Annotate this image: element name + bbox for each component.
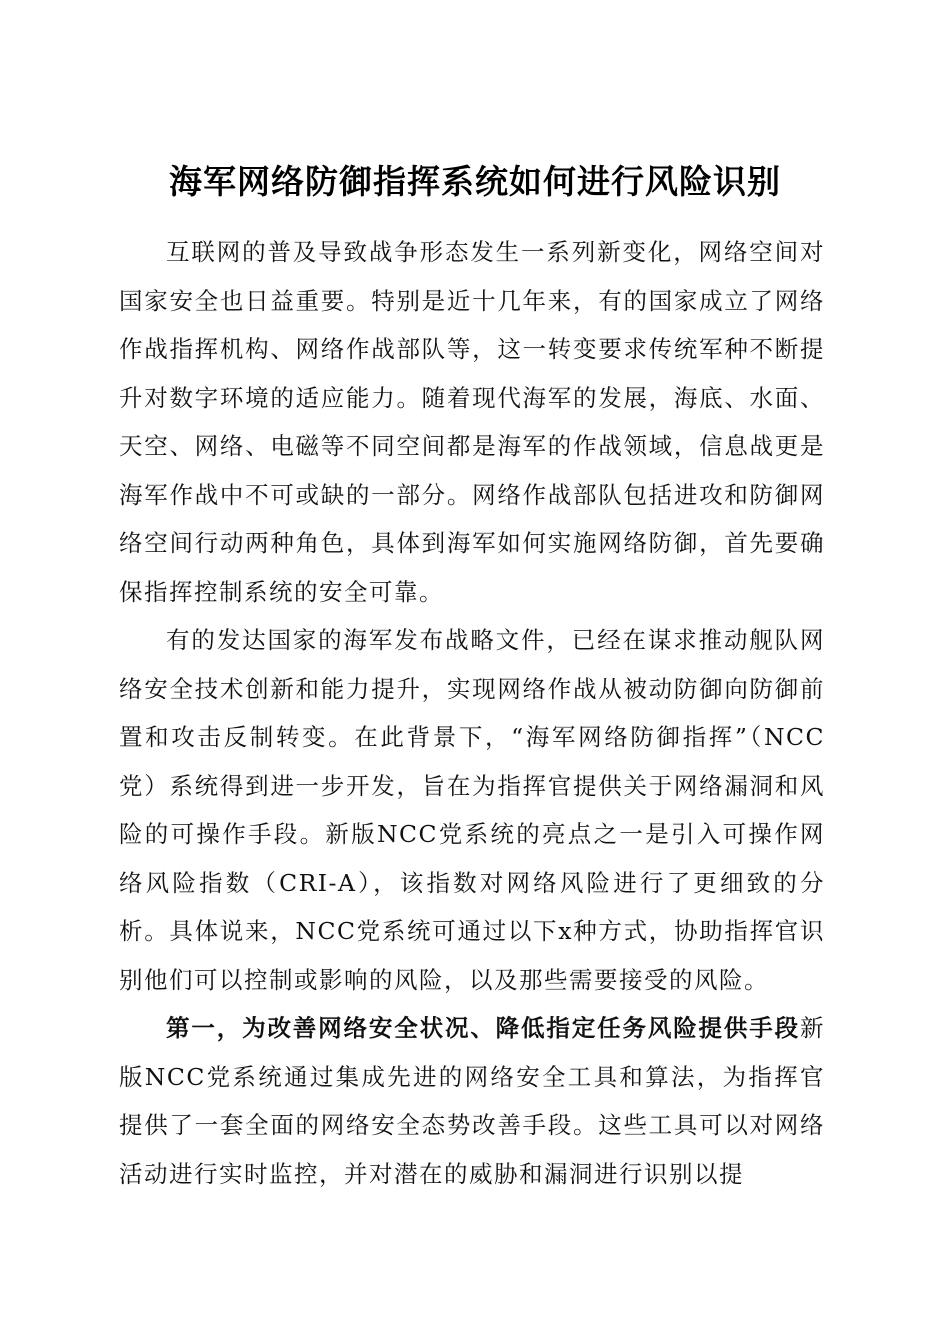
paragraph-3 <box>119 1004 825 1198</box>
paragraph-3-text: 新版NCC党系统通过集成先进的网络安全工具和算法，为指挥官提供了一套全面的网络安全态势改善手段。这些工具可以对网络活动进行实时监控，并对潜在的威胁和漏洞进行识别以提 <box>119 1014 825 1188</box>
document-title: 海军网络防御指挥系统如何进行风险识别 <box>169 162 781 202</box>
paragraph-2: 有的发达国家的海军发布战略文件，已经在谋求推动舰队网络安全技术创新和能力提升，实现网络作战从被动防御向防御前置和攻击反制转变。在此背景下，“海军网络防御指挥”（NCC党）系统得到进一步开发，旨在为指挥官提供关于网络漏洞和风险的可操作手段。新版NCC党系统的亮点之一是引入可操作网络风险指数（CRI-A），该指数对网络风险进行了更细致的分析。具体说来，NCC党系统可通过以下x种方式，协助指挥官识别他们可以控制或影响的风险，以及那些需要接受的风险。 <box>119 626 825 994</box>
paragraph-1: 互联网的普及导致战争形态发生一系列新变化，网络空间对国家安全也日益重要。特别是近十几年来，有的国家成立了网络作战指挥机构、网络作战部队等，这一转变要求传统军种不断提升对数字环境的适应能力。随着现代海军的发展，海底、水面、天空、网络、电磁等不同空间都是海军的作战领域，信息战更是海军作战中不可或缺的一部分。网络作战部队包括进攻和防御网络空间行动两种角色，具体到海军如何实施网络防御，首先要确保指挥控制系统的安全可靠。 <box>119 238 825 606</box>
section-heading-1: 第一，为改善网络安全状况、降低指定任务风险提供手段 <box>166 1014 800 1042</box>
document-body <box>119 228 825 1198</box>
